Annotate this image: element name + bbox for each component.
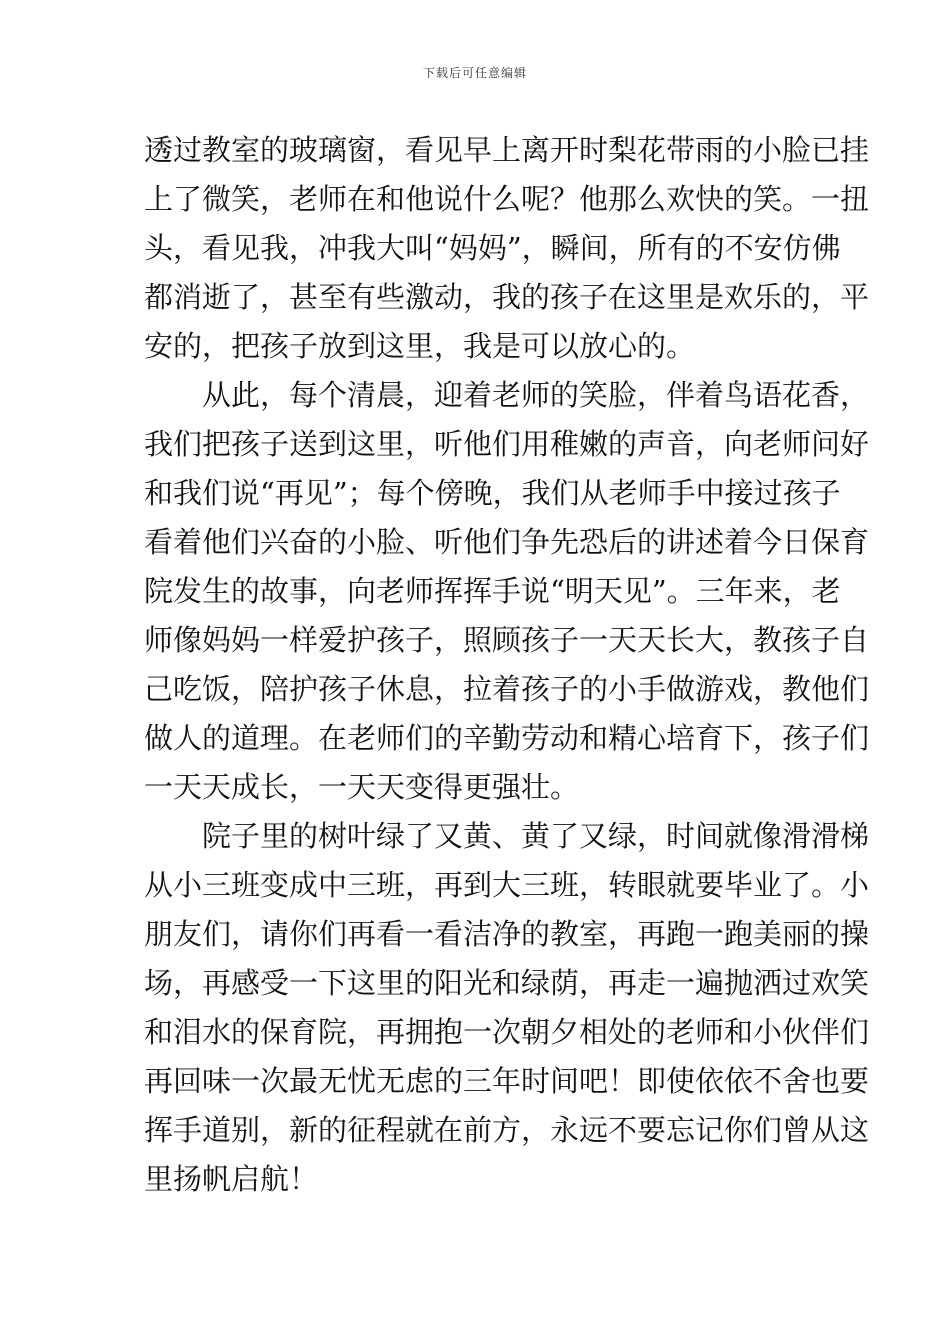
text-line: 师像妈妈一样爱护孩子，照顾孩子一天天长大，教孩子自 [144, 623, 870, 657]
text-line: 和泪水的保育院，再拥抱一次朝夕相处的老师和小伙伴们 [144, 1015, 870, 1049]
text-line: 从小三班变成中三班，再到大三班，转眼就要毕业了。小 [144, 868, 870, 902]
header-note: 下载后可任意编辑 [422, 66, 527, 80]
text-line: 再回味一次最无忧无虑的三年时间吧！即使依依不舍也要 [144, 1064, 870, 1098]
text-line: 看着他们兴奋的小脸、听他们争先恐后的讲述着今日保育 [144, 525, 870, 559]
text-line: 和我们说“再见”；每个傍晚，我们从老师手中接过孩子 [144, 476, 841, 510]
text-line: 院子里的树叶绿了又黄、黄了又绿，时间就像滑滑梯 [202, 819, 870, 853]
text-line: 上了微笑，老师在和他说什么呢？他那么欢快的笑。一扭 [144, 182, 870, 216]
text-line: 我们把孩子送到这里，听他们用稚嫩的声音，向老师问好 [144, 427, 870, 461]
text-line: 挥手道别，新的征程就在前方，永远不要忘记你们曾从这 [144, 1113, 870, 1147]
text-line: 朋友们，请你们再看一看洁净的教室，再跑一跑美丽的操 [144, 917, 870, 951]
text-line: 头，看见我，冲我大叫“妈妈”，瞬间，所有的不安仿佛 [144, 231, 841, 265]
text-line: 安的，把孩子放到这里，我是可以放心的。 [144, 329, 696, 363]
text-line: 都消逝了，甚至有些激动，我的孩子在这里是欢乐的，平 [144, 280, 870, 314]
text-line: 做人的道理。在老师们的辛勤劳动和精心培育下，孩子们 [144, 721, 870, 755]
text-line: 一天天成长，一天天变得更强壮。 [144, 770, 580, 804]
text-line: 透过教室的玻璃窗，看见早上离开时梨花带雨的小脸已挂 [144, 133, 870, 167]
text-line: 院发生的故事，向老师挥挥手说“明天见”。三年来，老 [144, 574, 841, 608]
document-body [144, 126, 870, 1204]
text-line: 场，再感受一下这里的阳光和绿荫，再走一遍抛洒过欢笑 [144, 966, 870, 1000]
text-line: 从此，每个清晨，迎着老师的笑脸，伴着鸟语花香， [202, 378, 870, 412]
text-line: 己吃饭，陪护孩子休息，拉着孩子的小手做游戏，教他们 [144, 672, 870, 706]
text-line: 里扬帆启航！ [144, 1162, 319, 1196]
